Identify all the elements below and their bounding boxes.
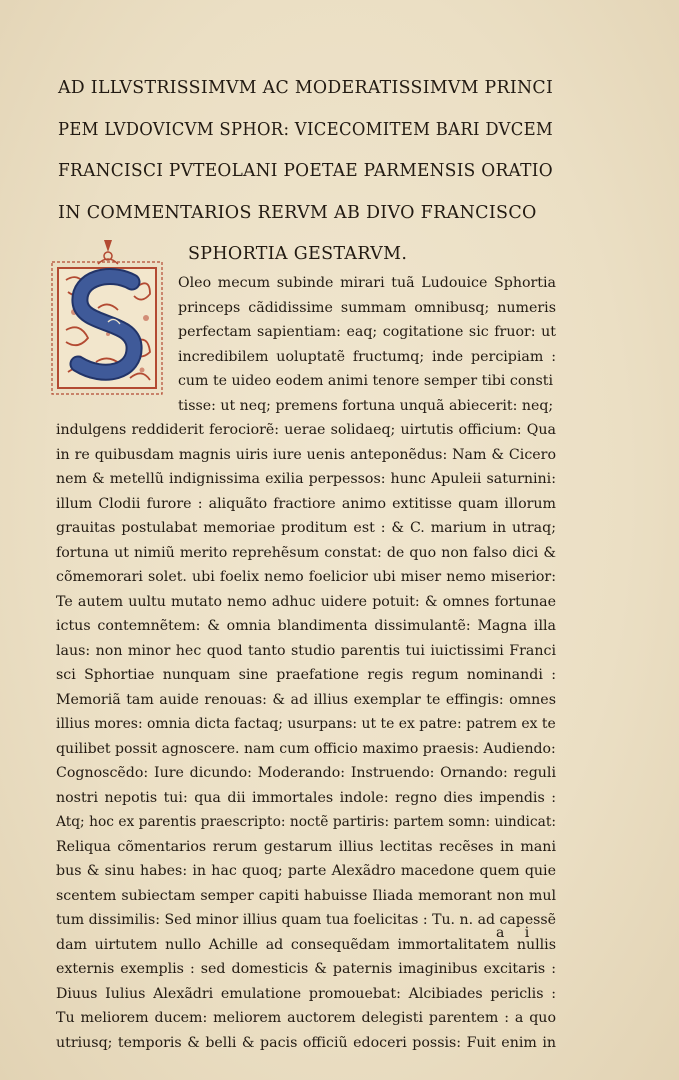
text-line: Tu meliorem ducem: meliorem auctorem delegisti parentem : a quo (56, 1010, 556, 1026)
text-line: fortuna ut nimiũ merito reprehẽsum constat: de quo non falso dici & (56, 544, 556, 561)
text-line: cõmemorari solet. ubi foelix nemo foelicior ubi miser nemo miserior: (56, 569, 556, 585)
heading-line: PEM LVDOVICVM SPHOR: VICECOMITEM BARI DVCEM (58, 119, 554, 140)
text-line: perfectam sapientiam: eaq; cogitatione sic fruor: ut (178, 324, 556, 340)
text-line: sci Sphortiae nunquam sine praefatione regis regum nominandi : (56, 667, 556, 683)
text-line: grauitas postulabat memoriae proditum est : & C. marium in utraq; (56, 520, 556, 536)
text-line: Cognoscẽdo: Iure dicundo: Moderando: Instruendo: Ornando: reguli (56, 765, 556, 781)
text-line: Diuus Iulius Alexãdri emulatione promouebat: Alcibiades periclis : (56, 985, 556, 1002)
heading-line: FRANCISCI PVTEOLANI POETAE PARMENSIS ORATIO (58, 161, 553, 181)
text-line: indulgens reddiderit ferociorẽ: uerae solidaeq; uirtutis officium: Qua (56, 422, 556, 438)
text-line: utriusq; temporis & belli & pacis officiũ edoceri possis: Fuit enim in (56, 1034, 556, 1051)
text-line: cum te uideo eodem animi tenore semper tibi consti (178, 373, 553, 389)
text-line: tisse: ut neq; premens fortuna unquã abiecerit: neq; (178, 397, 554, 414)
text-line: Oleo mecum subinde mirari tuã Ludouice Sphortia (178, 275, 556, 291)
body-text (56, 271, 556, 1055)
text-line: princeps cãdidissime summam omnibusq; numeris (178, 299, 556, 316)
heading-line: IN COMMENTARIOS RERVM AB DIVO FRANCISCO (58, 202, 537, 223)
text-line: Memoriã tam auide renouas: & ad illius exemplar te effingis: omnes (56, 691, 556, 708)
text-line: scentem subiectam semper capiti habuisse Iliada memorant non mul (56, 887, 556, 904)
text-line: nostri nepotis tui: qua dii immortales indole: regno dies impendis : (56, 789, 556, 806)
text-line: bus & sinu habes: in hac quoq; parte Alexãdro macedone quem quie (56, 863, 556, 879)
text-line: quilibet possit agnoscere. nam cum officio maximo praesis: Audiendo: (56, 740, 556, 757)
text-line: Atq; hoc ex parentis praescripto: noctẽ partiris: partem somn: uindicat: (56, 814, 557, 830)
text-line: Reliqua cõmentarios rerum gestarum illius lectitas recẽses in mani (56, 838, 556, 855)
text-line: externis exemplis : sed domesticis & paternis imaginibus excitaris : (56, 961, 556, 977)
text-line: ictus contemnẽtem: & omnia blandimenta dissimulantẽ: Magna illa (56, 618, 556, 634)
text-line: incredibilem uoluptatẽ fructumq; inde percipiam : (178, 348, 556, 365)
heading-line: SPHORTIA GESTARVM. (188, 244, 408, 264)
heading-line: AD ILLVSTRISSIMVM AC MODERATISSIMVM PRINCI (58, 78, 554, 98)
text-line: tum dissimilis: Sed minor illius quam tua foelicitas : Tu. n. ad capessẽ (56, 912, 556, 928)
text-line: nem & metellũ indignissima exilia perpessos: hunc Apuleii saturnini: (56, 471, 556, 487)
text-line: illum Clodii furore : aliquãto fractiore animo extitisse quam illorum (56, 495, 556, 512)
text-line: laus: non minor hec quod tanto studio parentis tui iuictissimi Franci (56, 642, 556, 659)
text-line: dam uirtutem nullo Achille ad consequẽdam immortalitatem nullis (56, 936, 556, 953)
text-line: in re quibusdam magnis uiris iure uenis anteponẽdus: Nam & Cicero (56, 446, 556, 463)
text-line: illius mores: omnia dicta factaq; usurpans: ut te ex patre: patrem ex te (56, 716, 556, 732)
text-line: Te autem uultu mutato nemo adhuc uidere potuit: & omnes fortunae (56, 593, 556, 610)
signature-mark: a i (496, 925, 538, 941)
